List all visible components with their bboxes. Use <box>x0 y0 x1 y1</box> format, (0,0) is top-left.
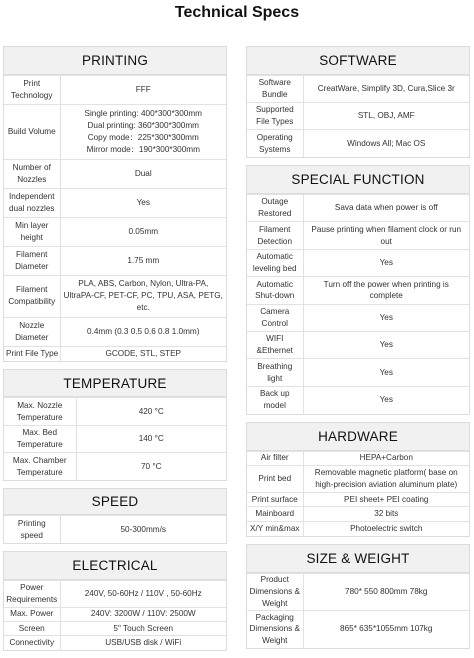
spec-label-line: Software <box>258 78 291 88</box>
spec-label-line: Printing <box>17 518 46 528</box>
spec-label-line: Requirements <box>6 594 58 604</box>
spec-label-line: Camera <box>260 306 290 316</box>
spec-row <box>4 453 226 480</box>
spec-value <box>303 573 469 610</box>
spec-label-line: Temperature <box>16 467 63 477</box>
spec-value <box>303 222 469 249</box>
spec-label-line: Supported <box>255 105 294 115</box>
spec-row <box>247 304 469 331</box>
spec-row <box>247 521 469 535</box>
spec-row <box>4 76 226 105</box>
spec-label-line: light <box>267 373 283 383</box>
spec-label <box>4 76 60 105</box>
spec-label <box>247 195 303 222</box>
spec-value-line: Dual printing: 360*300*300mm <box>87 121 199 131</box>
spec-value <box>303 277 469 304</box>
spec-label <box>4 621 60 635</box>
spec-value-line: Yes <box>136 198 150 208</box>
spec-value <box>60 607 226 621</box>
spec-row <box>247 332 469 359</box>
spec-label-line: Nozzle <box>19 320 45 330</box>
spec-value-line: 780* 550 800mm 78kg <box>345 586 428 596</box>
spec-row <box>247 249 469 276</box>
spec-label <box>4 189 60 218</box>
spec-label-line: speed <box>20 530 43 540</box>
spec-label <box>4 346 60 361</box>
spec-label <box>247 130 303 157</box>
spec-table <box>4 75 226 361</box>
spec-value-line: 420 °C <box>138 406 164 416</box>
spec-value-line: STL, OBJ, AMF <box>357 111 415 121</box>
spec-label-line: Automatic <box>256 252 293 262</box>
spec-value <box>60 621 226 635</box>
spec-value <box>60 317 226 346</box>
spec-value-line: Single printing: 400*300*300mm <box>84 109 202 119</box>
section-title: TEMPERATURE <box>4 370 226 397</box>
spec-label <box>247 451 303 465</box>
spec-value <box>303 304 469 331</box>
spec-label <box>4 104 60 160</box>
section-electrical <box>3 551 227 651</box>
spec-label-line: Control <box>261 318 288 328</box>
spec-row <box>247 610 469 647</box>
spec-label-line: Filament <box>16 285 48 295</box>
spec-value-line: 5" Touch Screen <box>113 623 174 633</box>
spec-value <box>60 516 226 543</box>
spec-label-line: Operating <box>256 132 293 142</box>
spec-label-line: Filament <box>16 249 48 259</box>
spec-label-line: Print surface <box>251 494 298 504</box>
spec-label-line: Connectivity <box>9 638 55 648</box>
section-title: SOFTWARE <box>247 47 469 75</box>
spec-value-line: USB/USB disk / WiFi <box>105 638 182 648</box>
spec-label-line: Diameter <box>15 261 49 271</box>
spec-value <box>303 103 469 130</box>
spec-row <box>4 246 226 275</box>
spec-label-line: Weight <box>262 598 288 608</box>
spec-label <box>247 332 303 359</box>
spec-table <box>247 194 469 414</box>
spec-label <box>4 516 60 543</box>
spec-row <box>4 217 226 246</box>
spec-label <box>247 610 303 647</box>
spec-table <box>4 580 226 650</box>
section-size-weight <box>246 544 470 649</box>
spec-label-line: X/Y min&max <box>250 523 300 533</box>
spec-label-line: Air filter <box>260 453 289 463</box>
spec-label <box>4 217 60 246</box>
spec-value <box>303 507 469 521</box>
spec-label-line: dual nozzles <box>8 204 55 214</box>
spec-label <box>4 425 76 452</box>
spec-label-line: Detection <box>257 236 293 246</box>
spec-row <box>4 275 226 317</box>
spec-label-line: File Types <box>256 117 294 127</box>
spec-label <box>247 573 303 610</box>
spec-row <box>4 398 226 425</box>
spec-value <box>76 425 226 452</box>
spec-label-line: Independent <box>8 192 55 202</box>
section-printing <box>3 46 227 362</box>
spec-value-line: Dual <box>134 169 152 179</box>
spec-value <box>76 453 226 480</box>
spec-row <box>4 607 226 621</box>
section-title: SPEED <box>4 489 226 515</box>
spec-value <box>60 246 226 275</box>
spec-value-line: FFF <box>135 84 151 94</box>
spec-label <box>4 607 60 621</box>
spec-label-line: Product <box>260 574 289 584</box>
section-temperature <box>3 369 227 481</box>
spec-value <box>60 636 226 650</box>
section-title: ELECTRICAL <box>4 552 226 580</box>
spec-label-line: leveling bed <box>252 264 297 274</box>
spec-label-line: Power <box>20 582 44 592</box>
spec-row <box>247 492 469 506</box>
spec-value-line: Photoelectric switch <box>350 523 423 533</box>
spec-value <box>303 332 469 359</box>
spec-value <box>303 130 469 157</box>
spec-label-line: Print bed <box>258 474 292 484</box>
spec-value-line: out <box>380 236 392 246</box>
spec-value <box>303 521 469 535</box>
left-column <box>3 46 227 658</box>
spec-label-line: Mainboard <box>255 509 295 519</box>
spec-label <box>4 453 76 480</box>
spec-label-line: Max. Nozzle <box>17 400 63 410</box>
spec-label <box>4 160 60 189</box>
spec-row <box>4 160 226 189</box>
spec-value <box>60 104 226 160</box>
spec-row <box>4 104 226 160</box>
spec-label-line: Dimensions & <box>249 586 300 596</box>
spec-table <box>247 451 469 536</box>
spec-row <box>247 359 469 386</box>
spec-value <box>60 76 226 105</box>
spec-label-line: Max. Power <box>10 609 54 619</box>
spec-row <box>247 466 469 493</box>
spec-label <box>247 304 303 331</box>
spec-label <box>247 507 303 521</box>
spec-label <box>247 521 303 535</box>
spec-label-line: Packaging <box>255 612 294 622</box>
spec-value <box>60 217 226 246</box>
spec-row <box>4 621 226 635</box>
spec-row <box>247 386 469 413</box>
spec-value-line: PEI sheet+ PEI coating <box>344 494 429 504</box>
spec-label <box>4 581 60 608</box>
spec-label <box>4 636 60 650</box>
spec-value-line: complete <box>369 291 403 301</box>
spec-value-line: 50-300mm/s <box>120 524 166 534</box>
spec-value-line: Yes <box>379 312 393 322</box>
spec-value <box>303 76 469 103</box>
spec-row <box>4 317 226 346</box>
spec-value-line: etc. <box>136 303 150 313</box>
spec-label-line: Print File Type <box>6 349 59 359</box>
spec-value-line: UltraPA-CF, PET-CF, PC, TPU, ASA, PETG, <box>63 291 223 301</box>
spec-value <box>303 492 469 506</box>
spec-value-line: Removable magnetic platform( base on <box>314 468 458 478</box>
spec-label-line: Build Volume <box>7 127 56 137</box>
spec-row <box>247 277 469 304</box>
spec-row <box>247 573 469 610</box>
spec-label-line: Systems <box>259 144 291 154</box>
spec-value-line: 70 °C <box>140 461 162 471</box>
spec-label-line: Back up <box>259 389 290 399</box>
spec-row <box>247 76 469 103</box>
spec-row <box>4 425 226 452</box>
spec-label-line: Screen <box>18 623 45 633</box>
spec-label-line: Compatibility <box>8 297 56 307</box>
spec-row <box>247 195 469 222</box>
spec-value-line: 32 bits <box>374 509 399 519</box>
spec-label-line: &Ethernet <box>256 346 293 356</box>
spec-value <box>303 386 469 413</box>
spec-value-line: CreatWare, Simplify 3D, Cura,Slice 3r <box>317 84 455 94</box>
spec-label-line: Technology <box>11 90 53 100</box>
spec-value <box>60 160 226 189</box>
spec-row <box>247 130 469 157</box>
spec-value-line: 240V, 50-60Hz / 110V , 50-60Hz <box>84 588 202 598</box>
spec-label-line: model <box>263 401 286 411</box>
spec-label <box>247 359 303 386</box>
spec-label-line: height <box>20 232 43 242</box>
spec-label-line: Breathing <box>257 361 293 371</box>
spec-label <box>247 492 303 506</box>
spec-value-line: 865* 635*1055mm 107kg <box>340 624 433 634</box>
spec-label-line: Outage <box>261 197 289 207</box>
spec-value-line: Sava data when power is off <box>334 203 438 213</box>
spec-value-line: Windows All; Mac OS <box>347 138 426 148</box>
spec-table <box>247 573 469 648</box>
section-title: SIZE & WEIGHT <box>247 545 469 573</box>
spec-label <box>247 103 303 130</box>
spec-row <box>4 516 226 543</box>
spec-value-line: Mirror mode：190*300*300mm <box>86 144 200 154</box>
spec-label-line: Bundle <box>262 90 288 100</box>
spec-label-line: Filament <box>259 224 291 234</box>
spec-row <box>247 103 469 130</box>
spec-value-line: Yes <box>379 258 393 268</box>
spec-value-line: HEPA+Carbon <box>359 453 413 463</box>
spec-label-line: Nozzles <box>17 175 47 185</box>
spec-value-line: 1.75 mm <box>127 255 160 265</box>
spec-row <box>4 636 226 650</box>
spec-label <box>247 76 303 103</box>
section-title: SPECIAL FUNCTION <box>247 166 469 194</box>
spec-value <box>303 451 469 465</box>
spec-value <box>303 466 469 493</box>
spec-value <box>303 195 469 222</box>
spec-label <box>4 275 60 317</box>
spec-label <box>247 277 303 304</box>
spec-label-line: Restored <box>258 209 292 219</box>
spec-label-line: Temperature <box>16 412 63 422</box>
spec-row <box>4 581 226 608</box>
spec-value <box>303 359 469 386</box>
spec-value-line: 0.05mm <box>128 226 159 236</box>
section-special-function <box>246 165 470 415</box>
spec-row <box>247 451 469 465</box>
spec-row <box>247 507 469 521</box>
section-speed <box>3 488 227 544</box>
spec-label-line: Shut-down <box>255 291 295 301</box>
spec-label-line: Print <box>23 79 41 88</box>
right-column <box>246 46 470 656</box>
spec-table <box>4 397 226 480</box>
spec-label-line: Weight <box>262 636 288 646</box>
spec-value-line: Yes <box>379 367 393 377</box>
spec-label <box>4 398 76 425</box>
spec-value <box>303 249 469 276</box>
spec-value-line: 140 °C <box>138 434 164 444</box>
spec-value <box>60 189 226 218</box>
spec-label-line: WIFI <box>266 334 284 344</box>
section-software <box>246 46 470 158</box>
spec-label <box>4 317 60 346</box>
spec-table <box>247 75 469 157</box>
spec-label <box>4 246 60 275</box>
section-title: PRINTING <box>4 47 226 75</box>
spec-value-line: high-precision aviation aluminum plate) <box>315 479 458 489</box>
spec-value-line: GCODE, STL, STEP <box>105 349 182 359</box>
spec-label <box>247 466 303 493</box>
page-title: Technical Specs <box>174 4 300 21</box>
spec-value <box>60 275 226 317</box>
spec-label-line: Max. Chamber <box>12 455 67 465</box>
spec-value-line: 240V: 3200W / 110V: 2500W <box>90 609 196 619</box>
spec-value-line: PLA, ABS, Carbon, Nylon, Ultra-PA, <box>78 279 209 289</box>
spec-label-line: Temperature <box>16 440 63 450</box>
spec-label-line: Max. Bed <box>22 428 58 438</box>
spec-label-line: Diameter <box>15 332 49 342</box>
spec-value-line: Pause printing when filament clock or run <box>311 224 462 234</box>
spec-row <box>247 222 469 249</box>
spec-label <box>247 249 303 276</box>
spec-label-line: Dimensions & <box>249 624 300 634</box>
spec-value-line: 0.4mm (0.3 0.5 0.6 0.8 1.0mm) <box>87 326 200 336</box>
section-title: HARDWARE <box>247 423 469 451</box>
spec-value <box>303 610 469 647</box>
spec-label <box>247 386 303 413</box>
section-hardware <box>246 422 470 537</box>
spec-value <box>76 398 226 425</box>
spec-value <box>60 581 226 608</box>
spec-value-line: Turn off the power when printing is <box>323 279 449 289</box>
spec-value-line: Yes <box>379 340 393 350</box>
spec-value <box>60 346 226 361</box>
spec-value-line: Copy mode：225*300*300mm <box>87 133 199 143</box>
spec-value-line: Yes <box>379 395 393 405</box>
spec-label-line: Min layer <box>15 220 49 230</box>
spec-label <box>247 222 303 249</box>
spec-row <box>4 189 226 218</box>
spec-label-line: Number of <box>12 163 51 173</box>
spec-label-line: Automatic <box>256 279 293 289</box>
spec-row <box>4 346 226 361</box>
spec-table <box>4 515 226 543</box>
